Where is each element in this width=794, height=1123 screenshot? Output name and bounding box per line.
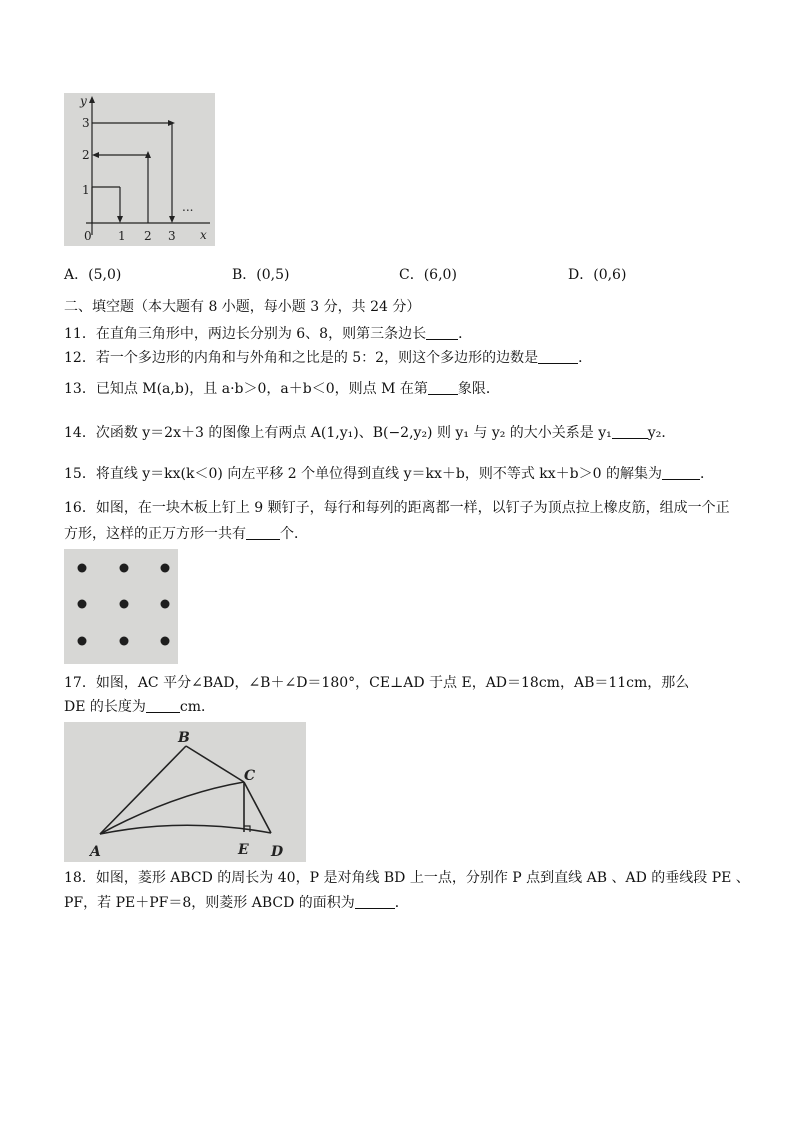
answer-blank-17	[146, 698, 180, 713]
option-c-letter: C．	[399, 267, 424, 283]
nail	[78, 600, 87, 609]
nail	[78, 637, 87, 646]
y-tick-1: 1	[82, 183, 90, 197]
x-tick-2: 2	[144, 229, 152, 243]
question-13-text: 13．已知点 M(a,b)，且 a·b＞0，a＋b＜0，则点 M 在第	[64, 381, 428, 397]
question-18-text: PF，若 PE＋PF＝8，则菱形 ABCD 的面积为	[64, 895, 355, 911]
option-b	[232, 264, 290, 284]
question-13-end: 象限．	[457, 381, 500, 397]
segment-BC	[186, 746, 244, 782]
figure-nail-board	[64, 549, 178, 664]
question-11	[64, 324, 472, 344]
y-axis-arrow	[89, 96, 95, 103]
y-tick-3: 3	[82, 116, 90, 130]
question-15	[64, 464, 714, 484]
nail	[120, 564, 129, 573]
answer-blank-14	[612, 424, 648, 439]
question-16-end: 个．	[280, 526, 308, 542]
question-14	[64, 423, 675, 443]
option-a-value: (5,0)	[88, 267, 122, 283]
question-16-line-1: 16．如图，在一块木板上钉上 9 颗钉子，每行和每列的距离都一样，以钉子为顶点拉上橡皮筋，组成一个正	[64, 500, 730, 516]
nail	[161, 600, 170, 609]
question-13	[64, 379, 500, 399]
question-15-text: 15．将直线 y＝kx(k＜0) 向左平移 2 个单位得到直线 y＝kx＋b，则不等式 kx＋b＞0 的解集为	[64, 466, 662, 482]
option-c-value: (6,0)	[423, 267, 457, 283]
question-11-text: 11．在直角三角形中，两边长分别为 6、8，则第三条边长	[64, 326, 427, 342]
option-b-letter: B．	[232, 267, 257, 283]
y-axis-label: y	[80, 94, 87, 108]
question-12-end: ．	[578, 350, 593, 366]
question-16-text: 方形，这样的正万方形一共有	[64, 526, 246, 542]
x-tick-1: 1	[118, 229, 126, 243]
label-A: A	[90, 844, 101, 860]
question-11-end: ．	[458, 326, 473, 342]
label-D: D	[271, 844, 284, 860]
question-18-line-1: 18．如图，菱形 ABCD 的周长为 40，P 是对角线 BD 上一点，分别作 P 点到直线 AB 、AD 的垂线段 PE 、	[64, 870, 750, 886]
continuation-dots: ...	[182, 200, 194, 214]
section-heading: 二、填空题（本大题有 8 小题，每小题 3 分，共 24 分）	[64, 299, 421, 315]
figure-geometry-17	[64, 722, 306, 862]
option-d-value: (0,6)	[593, 267, 627, 283]
question-17-line-2	[64, 697, 215, 717]
question-17-end: cm．	[179, 699, 216, 715]
segment-CD	[244, 782, 271, 833]
nail	[161, 637, 170, 646]
nail	[120, 600, 129, 609]
label-B: B	[178, 730, 190, 746]
x-tick-0: 0	[84, 229, 92, 243]
figure-axes-arrows	[64, 93, 215, 246]
option-c	[399, 264, 457, 284]
label-E: E	[238, 842, 249, 858]
option-a	[64, 264, 121, 284]
nail-grid	[78, 564, 170, 646]
question-18-line-2	[64, 893, 409, 913]
answer-blank-15	[662, 465, 700, 480]
option-d-letter: D．	[568, 267, 594, 283]
question-18-end: ．	[394, 895, 409, 911]
option-b-value: (0,5)	[256, 267, 290, 283]
question-12	[64, 348, 592, 368]
nail	[78, 564, 87, 573]
answer-blank-12	[538, 349, 578, 364]
label-C: C	[244, 768, 256, 784]
nail	[120, 637, 129, 646]
answer-blank-18	[355, 894, 395, 909]
option-a-letter: A．	[64, 267, 89, 283]
option-d	[568, 264, 626, 284]
x-axis-label: x	[200, 228, 207, 242]
question-14-text: 14．次函数 y＝2x＋3 的图像上有两点 A(1,y₁)、B(−2,y₂) 则 y₁ 与 y₂ 的大小关系是 y₁	[64, 425, 612, 441]
y-tick-2: 2	[82, 148, 90, 162]
question-14-end: y₂．	[647, 425, 676, 441]
question-15-end: ．	[699, 466, 714, 482]
answer-blank-13	[428, 380, 458, 395]
segment-AB	[100, 746, 186, 834]
question-16-line-2	[64, 524, 308, 544]
answer-blank-16	[246, 525, 280, 540]
question-17-line-1: 17．如图，AC 平分∠BAD，∠B＋∠D＝180°，CE⊥AD 于点 E，AD＝18cm，AB＝11cm，那么	[64, 675, 690, 691]
answer-blank-11	[426, 325, 458, 340]
nail	[161, 564, 170, 573]
question-17-text: DE 的长度为	[64, 699, 146, 715]
x-tick-3: 3	[168, 229, 176, 243]
question-12-text: 12．若一个多边形的内角和与外角和之比是的 5：2，则这个多边形的边数是	[64, 350, 539, 366]
